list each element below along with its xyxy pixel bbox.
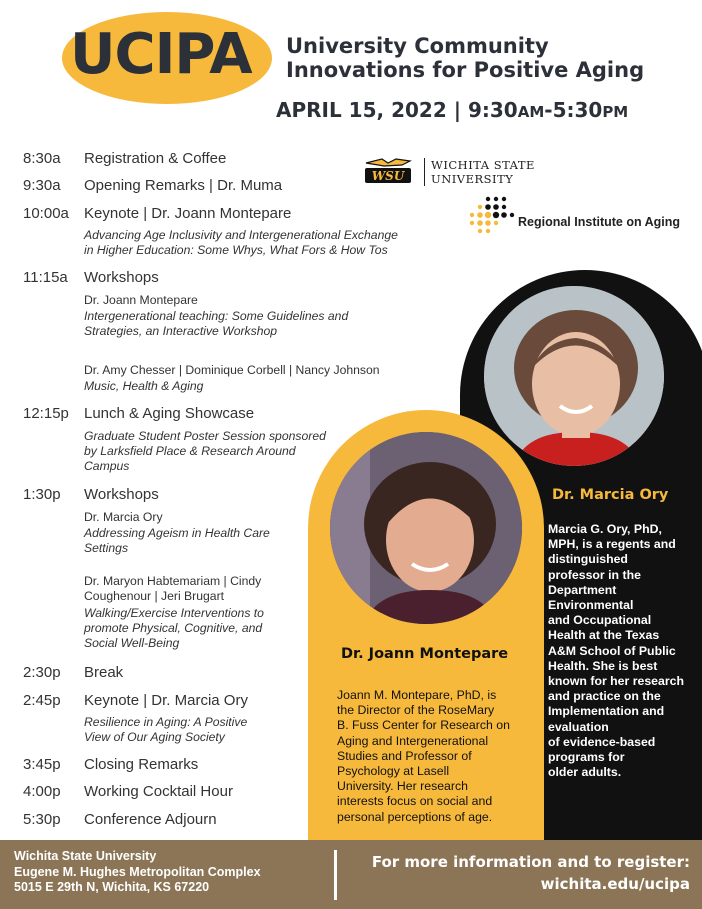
montepare-bio: [337, 688, 537, 825]
workshop-presenter: [84, 574, 261, 604]
time-label: 2:45p: [23, 692, 61, 709]
footer-divider: [334, 850, 337, 900]
workshop-title: [84, 309, 348, 339]
bio-line: Implementation and: [548, 704, 665, 719]
description-line: Resilience in Aging: A Positive: [84, 715, 248, 729]
cta-text: For more information and to register:: [371, 853, 690, 871]
workshop-title: [84, 606, 264, 651]
bio-line: distinguished: [548, 552, 628, 567]
time-label: 12:15p: [23, 405, 69, 422]
time-label: 8:30a: [23, 150, 61, 167]
regional-institute-name: Regional Institute on Aging: [518, 215, 681, 229]
presenter-line: Dr. Maryon Habtemariam | Cindy: [84, 574, 262, 588]
workshop-title-line: Social Well-Being: [84, 636, 180, 650]
tagline-line-2: Innovations for Positive Aging: [286, 58, 645, 82]
bio-line: Joann M. Montepare, PhD, is: [337, 688, 497, 702]
time-label: 1:30p: [23, 486, 61, 503]
time-label: 10:00a: [23, 205, 69, 222]
description-line: Advancing Age Inclusivity and Intergenerational Exchange: [84, 228, 398, 242]
tagline-line-1: University Community: [286, 34, 549, 58]
ucipa-logo: UCIPA: [70, 22, 252, 87]
date-text: APRIL 15, 2022 | 9:30: [276, 98, 518, 122]
venue-street: 5015 E 29th N, Wichita, KS 67220: [14, 880, 210, 894]
bio-line: known for her research: [548, 674, 684, 689]
regional-institute-dots-logo: [466, 193, 516, 243]
ory-name: Dr. Marcia Ory: [552, 487, 669, 503]
bio-line: and Occupational: [548, 613, 652, 628]
bio-line: professor in the: [548, 567, 641, 582]
bio-line: personal perceptions of age.: [337, 809, 493, 824]
workshop-title-line: Strategies, an Interactive Workshop: [84, 324, 278, 338]
workshop-title-line: Intergenerational teaching: Some Guidelines and: [84, 309, 349, 323]
date-end: -5:30: [544, 98, 603, 122]
description-line: by Larksfield Place & Research Around: [84, 444, 296, 458]
bio-line: MPH, is a regents and: [548, 537, 676, 552]
bio-line: Health at the Texas: [548, 628, 660, 643]
session-description: [84, 228, 398, 258]
bio-line: Studies and Professor of: [337, 748, 472, 763]
wsu-line-1: WICHITA STATE: [431, 158, 535, 172]
time-label: 9:30a: [23, 177, 61, 194]
bio-line: the Director of the RoseMary: [337, 703, 495, 718]
montepare-photo: [330, 432, 522, 624]
bio-line: older adults.: [548, 765, 622, 780]
wsu-wordmark: [424, 158, 535, 186]
workshop-title: Music, Health & Aging: [84, 379, 204, 393]
venue-building: Eugene M. Hughes Metropolitan Complex: [14, 864, 261, 879]
workshop-title-line: Addressing Ageism in Health Care: [84, 526, 270, 540]
presenter-line: Coughenour | Jeri Brugart: [84, 589, 225, 603]
ory-portrait: [484, 286, 664, 466]
workshop-presenter: Dr. Marcia Ory: [84, 510, 163, 524]
workshop-title-line: Walking/Exercise Interventions to: [84, 606, 264, 620]
session-title: Break: [84, 664, 124, 681]
venue-name: Wichita State University: [14, 849, 157, 863]
wsu-emblem-text: WSU: [371, 169, 405, 183]
registration-cta: [372, 851, 690, 895]
tagline: [286, 34, 644, 82]
bio-line: A&M School of Public: [548, 643, 676, 658]
session-title: Opening Remarks | Dr. Muma: [84, 177, 283, 194]
description-line: in Higher Education: Some Whys, What Fors & How Tos: [84, 243, 388, 257]
session-title: Conference Adjourn: [84, 811, 217, 828]
venue-address: [14, 849, 261, 896]
registration-link[interactable]: wichita.edu/ucipa: [540, 875, 690, 893]
bio-line: Health. She is best: [548, 658, 658, 673]
date-am: AM: [517, 103, 545, 121]
bio-line: Department: [548, 582, 617, 597]
workshop-presenter: Dr. Amy Chesser | Dominique Corbell | Nancy Johnson: [84, 363, 380, 377]
time-label: 11:15a: [23, 269, 68, 286]
session-title: Working Cocktail Hour: [84, 783, 233, 800]
session-title: Keynote | Dr. Marcia Ory: [84, 692, 248, 709]
time-label: 4:00p: [23, 783, 61, 800]
session-title: Closing Remarks: [84, 756, 199, 773]
bio-line: University. Her research: [337, 779, 468, 794]
description-line: Graduate Student Poster Session sponsored: [84, 429, 326, 443]
bio-line: Marcia G. Ory, PhD,: [548, 522, 662, 536]
workshop-title: [84, 526, 270, 556]
session-title: Registration & Coffee: [84, 150, 227, 167]
workshop-title-line: promote Physical, Cognitive, and: [84, 621, 263, 635]
time-label: 2:30p: [23, 664, 61, 681]
bio-line: of evidence-based: [548, 734, 656, 749]
session-title: Keynote | Dr. Joann Montepare: [84, 205, 292, 222]
ory-bio: [548, 522, 698, 780]
session-description: [84, 715, 247, 745]
wsu-line-2: UNIVERSITY: [431, 172, 514, 186]
montepare-portrait: [330, 432, 522, 624]
bio-line: B. Fuss Center for Research on: [337, 718, 510, 733]
bio-line: Psychology at Lasell: [337, 764, 450, 779]
workshop-presenter: Dr. Joann Montepare: [84, 293, 198, 307]
montepare-name: Dr. Joann Montepare: [341, 646, 509, 662]
bio-line: and practice on the: [548, 689, 661, 704]
bio-line: interests focus on social and: [337, 794, 493, 809]
session-title: Workshops: [84, 486, 159, 503]
time-label: 5:30p: [23, 811, 61, 828]
session-title: Lunch & Aging Showcase: [84, 405, 255, 422]
description-line: Campus: [84, 459, 130, 473]
time-label: 3:45p: [23, 756, 61, 773]
bio-line: programs for: [548, 750, 625, 765]
bio-line: evaluation: [548, 719, 609, 734]
bio-line: Environmental: [548, 598, 634, 613]
event-date: [276, 98, 628, 122]
session-title: Workshops: [84, 269, 159, 286]
workshop-title-line: Settings: [84, 541, 129, 555]
bio-line: Aging and Intergenerational: [337, 733, 489, 748]
date-pm: PM: [602, 103, 629, 121]
wsu-shocker-logo: [362, 157, 414, 185]
session-description: [84, 429, 326, 474]
ory-photo: [484, 286, 664, 466]
description-line: View of Our Aging Society: [84, 730, 225, 744]
